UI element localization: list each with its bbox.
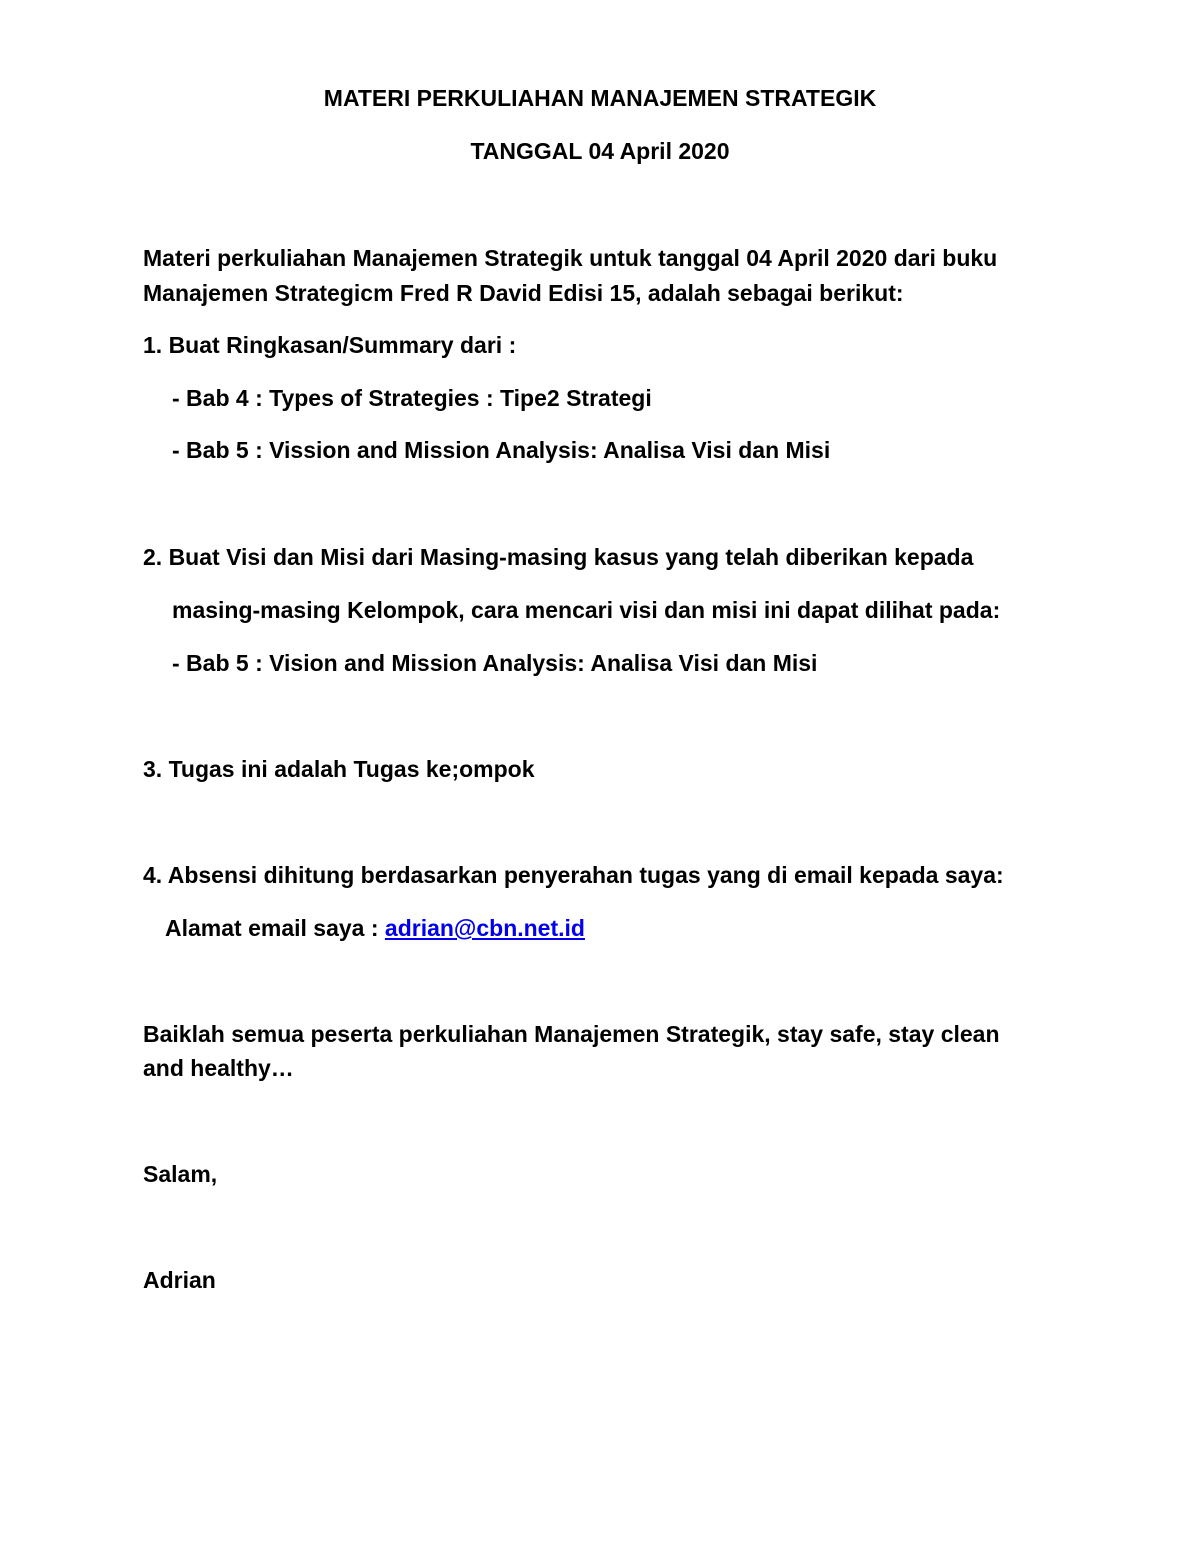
- item-1-sub-1: - Bab 4 : Types of Strategies : Tipe2 Strategi: [172, 385, 652, 411]
- closing-line-2: and healthy…: [143, 1055, 294, 1081]
- item-1-heading: 1. Buat Ringkasan/Summary dari :: [143, 332, 517, 358]
- item-2-sub-1: - Bab 5 : Vision and Mission Analysis: Analisa Visi dan Misi: [172, 650, 818, 676]
- salutation: Salam,: [143, 1161, 218, 1187]
- signature: Adrian: [143, 1267, 216, 1293]
- email-line: [165, 913, 585, 943]
- closing-line-1: Baiklah semua peserta perkuliahan Manajemen Strategik, stay safe, stay clean: [143, 1021, 1000, 1047]
- email-link[interactable]: adrian@cbn.net.id: [384, 915, 585, 941]
- item-2-line-2: masing-masing Kelompok, cara mencari visi dan misi ini dapat dilihat pada:: [172, 597, 1001, 623]
- item-1-sub-2: - Bab 5 : Vission and Mission Analysis: Analisa Visi dan Misi: [172, 437, 831, 463]
- email-label: Alamat email saya :: [165, 915, 385, 941]
- document-title: MATERI PERKULIAHAN MANAJEMEN STRATEGIK: [323, 85, 877, 111]
- item-2-line-1: 2. Buat Visi dan Misi dari Masing-masing kasus yang telah diberikan kepada: [143, 544, 974, 570]
- item-3-line-1: 3. Tugas ini adalah Tugas ke;ompok: [143, 756, 535, 782]
- intro-paragraph-line-2: Manajemen Strategicm Fred R David Edisi 15, adalah sebagai berikut:: [143, 280, 904, 306]
- intro-paragraph-line-1: Materi perkuliahan Manajemen Strategik untuk tanggal 04 April 2020 dari buku: [143, 245, 998, 271]
- document-date: TANGGAL 04 April 2020: [470, 138, 730, 164]
- item-4-line-1: 4. Absensi dihitung berdasarkan penyerahan tugas yang di email kepada saya:: [143, 862, 1004, 888]
